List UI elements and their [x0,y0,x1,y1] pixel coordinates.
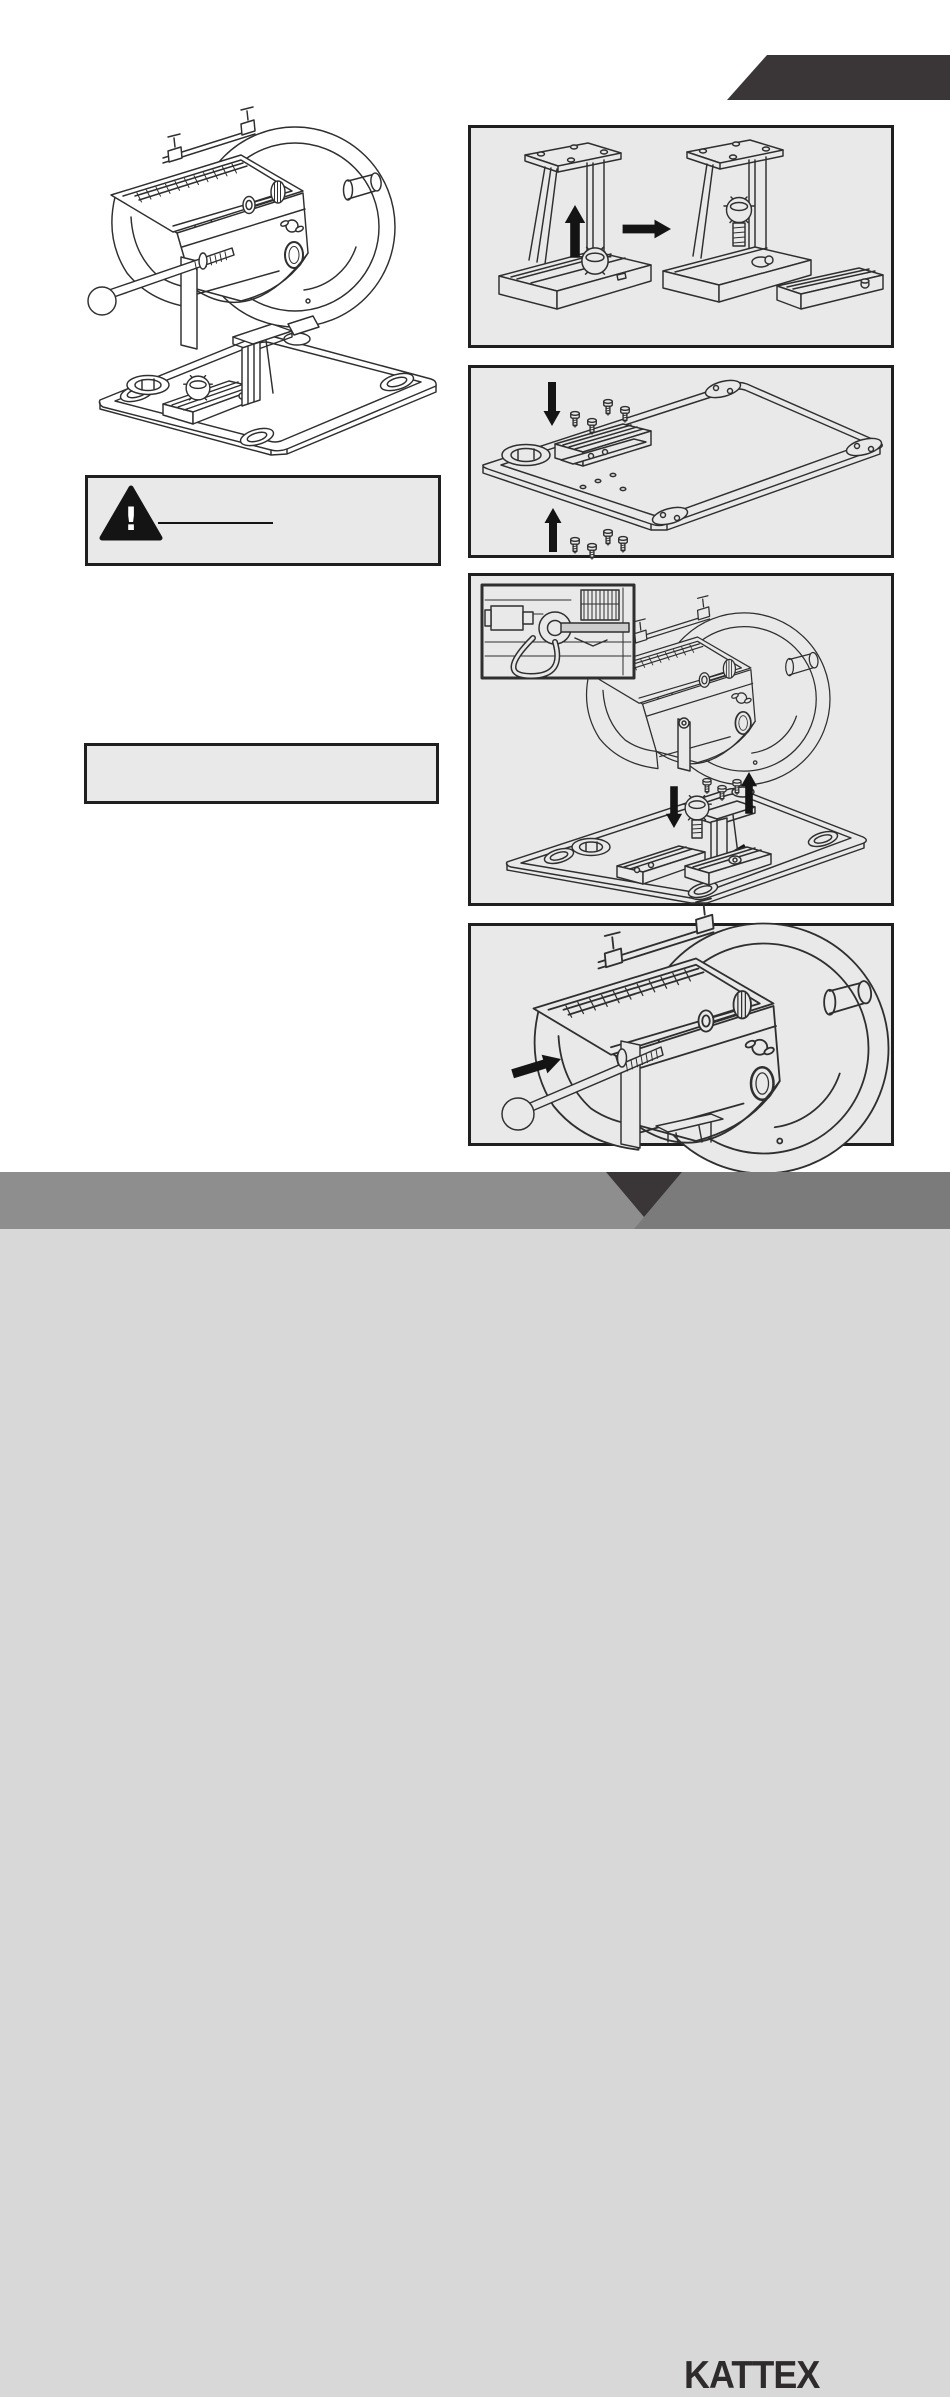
step-1-figure [471,128,891,345]
footer-brand-bar [0,1172,950,2397]
right-arrow-icon [623,220,671,239]
screw-icon [604,530,613,546]
assembled-machine-figure [45,105,465,465]
screw-icon [604,400,613,416]
warning-exclamation: ! [123,500,139,538]
stand-with-knob-removed [663,140,811,302]
down-arrow-icon [544,382,561,426]
step-panel-2 [468,365,894,558]
screw-icon [703,779,711,794]
top-banner-ribbon [727,55,950,100]
note-box [84,743,439,804]
machine-body [111,107,395,327]
step-panel-1 [468,125,894,348]
detail-inset [482,585,634,678]
warning-heading-line [158,522,273,524]
screw-icon [619,537,628,553]
warning-triangle-icon [94,480,168,546]
footer-graphic [0,1172,950,1229]
step-panel-3 [468,573,894,906]
rod-support-bracket [678,718,690,771]
warning-box [85,475,441,566]
screw-icon [571,412,580,428]
up-arrow-icon [565,205,585,258]
step-4-figure [471,926,891,1143]
up-arrow-icon [545,508,562,552]
brand-logo: KATTEX [684,2354,820,2397]
base-plate [483,377,883,530]
step-3-figure [471,576,891,903]
screw-icon [571,538,580,554]
step-2-figure [471,368,891,555]
screw-icon [588,544,597,560]
step-panel-4 [468,923,894,1146]
